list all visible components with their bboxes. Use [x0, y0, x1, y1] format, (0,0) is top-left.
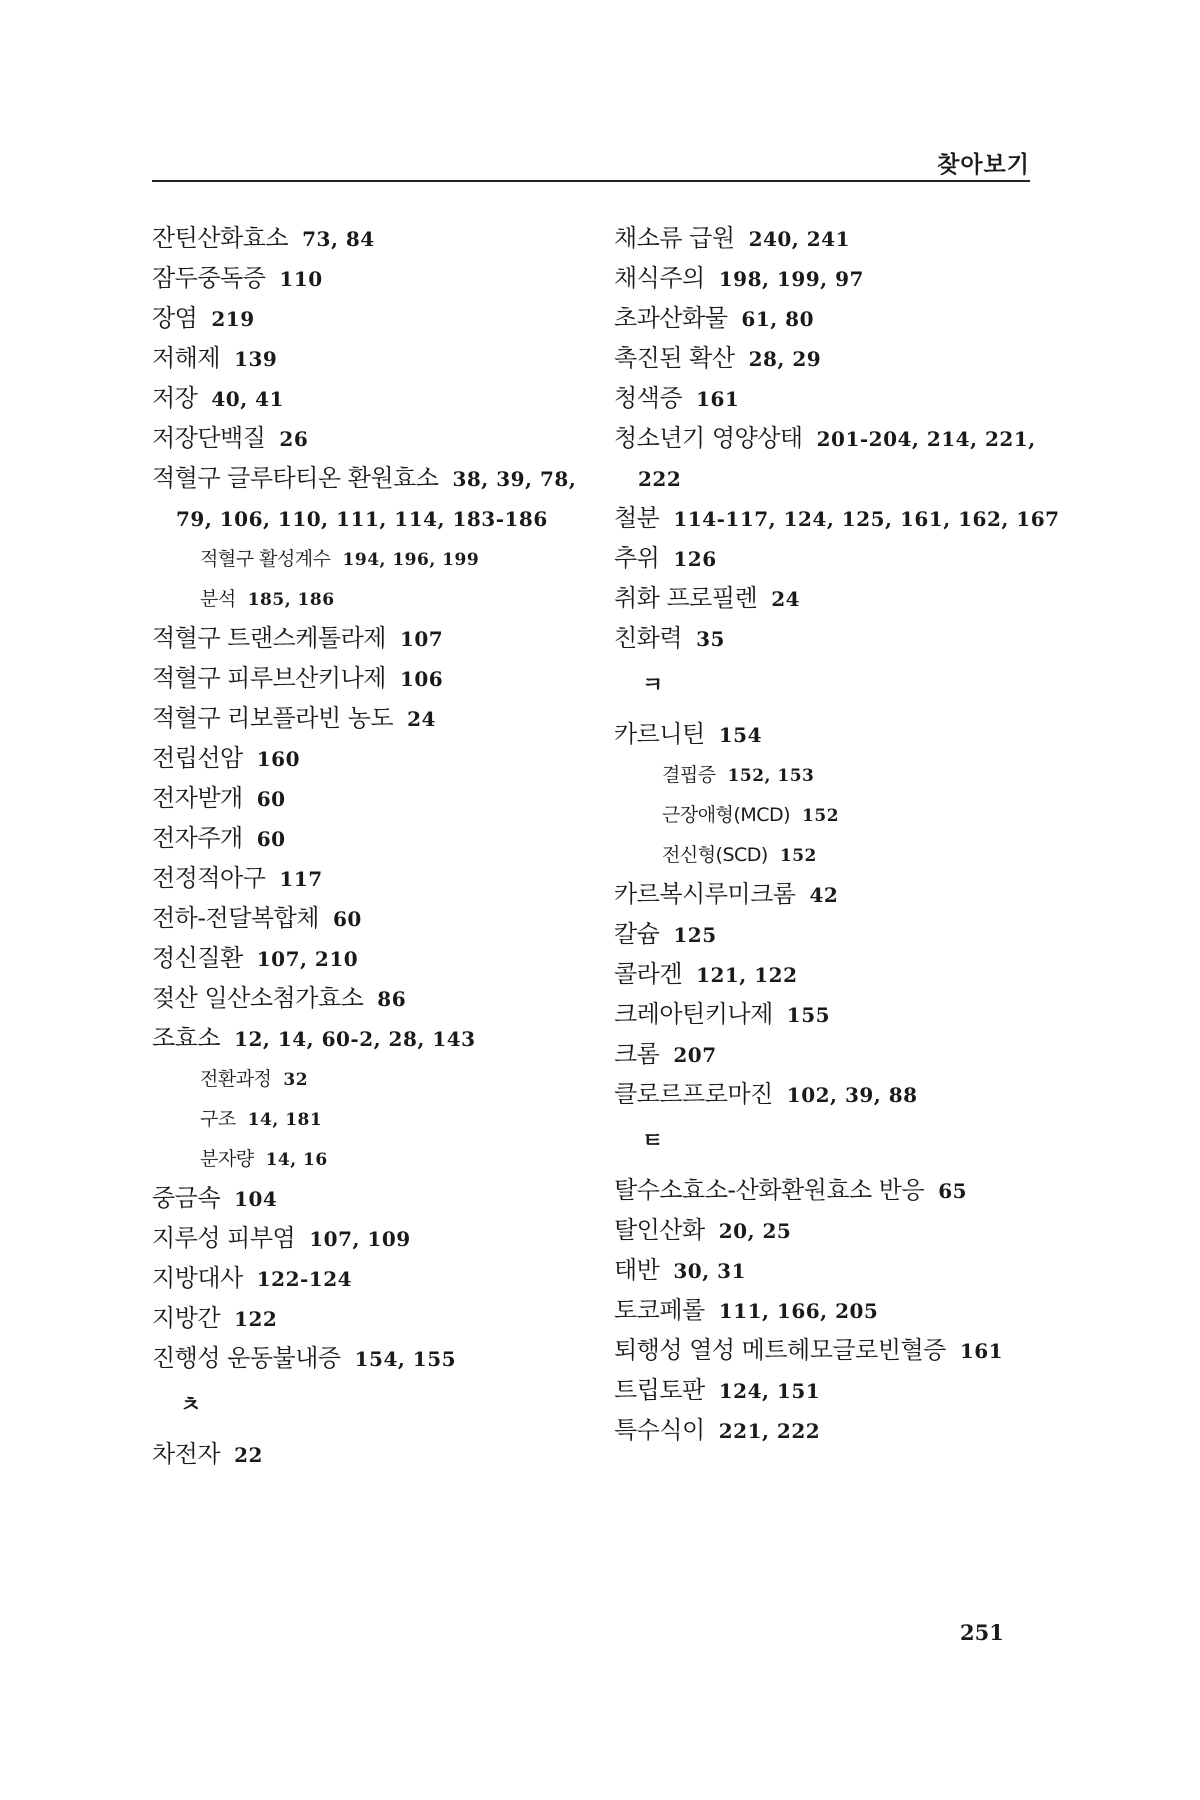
- index-term: 전하-전달복합체: [152, 904, 319, 932]
- index-term: 장염: [152, 304, 198, 332]
- index-entry: [614, 298, 1054, 338]
- index-pages: 152, 153: [727, 766, 815, 786]
- index-subentry: [614, 754, 1054, 794]
- index-pages: 185, 186: [247, 590, 335, 610]
- index-term: 전신형(SCD): [662, 844, 768, 866]
- index-pages: 73, 84: [302, 227, 375, 251]
- index-subentry: [152, 1138, 592, 1178]
- index-pages: 124, 151: [718, 1379, 821, 1403]
- index-pages: 79, 106, 110, 111, 114, 183-186: [176, 507, 548, 531]
- index-term: 적혈구 리보플라빈 농도: [152, 704, 394, 732]
- index-entry: [152, 378, 592, 418]
- index-term: 결핍증: [662, 764, 716, 786]
- index-pages: 107: [399, 627, 444, 651]
- index-term: 구조: [200, 1108, 236, 1130]
- index-entry: [614, 378, 1054, 418]
- index-pages: 40, 41: [211, 387, 284, 411]
- index-subentry: [614, 834, 1054, 874]
- index-entry: [614, 874, 1054, 914]
- index-term: 젖산 일산소첨가효소: [152, 984, 364, 1012]
- index-term: 차전자: [152, 1440, 221, 1468]
- index-pages: 152: [802, 806, 840, 826]
- index-term: 분석: [200, 588, 236, 610]
- index-term: 저해제: [152, 344, 221, 372]
- index-entry: [614, 578, 1054, 618]
- index-term: 전립선암: [152, 744, 243, 772]
- index-pages: 114-117, 124, 125, 161, 162, 167: [673, 507, 1060, 531]
- index-entry: [152, 458, 592, 498]
- index-term: 태반: [614, 1256, 660, 1284]
- index-term: 잠두중독증: [152, 264, 266, 292]
- page-header: [152, 142, 1030, 182]
- index-entry: [614, 618, 1054, 658]
- index-pages: 198, 199, 97: [718, 267, 864, 291]
- index-entry: [152, 1434, 592, 1474]
- index-pages: 161: [696, 387, 740, 411]
- index-entry: [152, 1218, 592, 1258]
- index-pages: 121, 122: [696, 963, 798, 987]
- index-entry: [152, 298, 592, 338]
- index-term: 트립토판: [614, 1376, 705, 1404]
- index-pages: 86: [377, 987, 407, 1011]
- index-term: 친화력: [614, 624, 683, 652]
- index-entry: [152, 1298, 592, 1338]
- index-term: 추위: [614, 544, 660, 572]
- index-pages: 221, 222: [718, 1419, 821, 1443]
- index-entry: [614, 1290, 1054, 1330]
- index-term: 지방대사: [152, 1264, 243, 1292]
- index-entry: [152, 1338, 592, 1378]
- index-column-right: [614, 218, 1060, 1450]
- index-entry: [152, 978, 592, 1018]
- index-term: 조효소: [152, 1024, 221, 1052]
- index-pages: 201-204, 214, 221,: [816, 427, 1036, 451]
- index-subentry: [152, 1098, 592, 1138]
- index-term: 특수식이: [614, 1416, 705, 1444]
- index-entry: [614, 1210, 1054, 1250]
- index-pages: 24: [771, 587, 801, 611]
- index-entry: [614, 1074, 1054, 1114]
- index-pages: 14, 16: [265, 1150, 328, 1170]
- index-term: 분자량: [200, 1148, 254, 1170]
- index-term: 진행성 운동불내증: [152, 1344, 341, 1372]
- index-subentry: [152, 1058, 592, 1098]
- index-entry: [152, 338, 592, 378]
- index-term: 전정적아구: [152, 864, 266, 892]
- index-pages: 65: [938, 1179, 968, 1203]
- index-entry: [152, 418, 592, 458]
- index-term: 철분: [614, 504, 660, 532]
- index-pages: 60: [332, 907, 362, 931]
- index-term: 퇴행성 열성 메트헤모글로빈혈증: [614, 1336, 946, 1364]
- index-entry: [152, 858, 592, 898]
- index-pages: 154, 155: [354, 1347, 457, 1371]
- index-term: 저장: [152, 384, 198, 412]
- index-pages: 126: [673, 547, 717, 571]
- index-pages: 104: [234, 1187, 278, 1211]
- index-subentry: [614, 794, 1054, 834]
- index-column-left: [152, 218, 592, 1474]
- index-pages: 35: [696, 627, 725, 651]
- index-entry: [614, 1034, 1054, 1074]
- index-term: 적혈구 트랜스케톨라제: [152, 624, 386, 652]
- index-pages: 106: [399, 667, 444, 691]
- index-term: 채식주의: [614, 264, 705, 292]
- index-entry: [152, 1178, 592, 1218]
- index-entry: [152, 778, 592, 818]
- index-pages: 161: [959, 1339, 1004, 1363]
- index-entry: [152, 618, 592, 658]
- index-term: 청색증: [614, 384, 683, 412]
- index-term: 근장애형(MCD): [662, 804, 791, 826]
- index-entry: [152, 1258, 592, 1298]
- index-entry: [614, 418, 1054, 458]
- index-entry: [614, 994, 1054, 1034]
- index-pages: 160: [256, 747, 300, 771]
- index-pages: 12, 14, 60-2, 28, 143: [234, 1027, 476, 1051]
- index-subentry: [152, 538, 592, 578]
- index-term: 지방간: [152, 1304, 221, 1332]
- index-entry: [614, 1250, 1054, 1290]
- index-term: 적혈구 활성계수: [200, 548, 331, 570]
- index-entry: [614, 538, 1054, 578]
- index-term: 잔틴산화효소: [152, 224, 289, 252]
- index-term: 채소류 급원: [614, 224, 735, 252]
- index-term: 취화 프로필렌: [614, 584, 758, 612]
- index-entry: [152, 658, 592, 698]
- index-pages: 38, 39, 78,: [452, 467, 577, 491]
- index-term: 적혈구 피루브산키나제: [152, 664, 386, 692]
- index-term: 탈수소효소-산화환원효소 반응: [614, 1176, 925, 1204]
- index-pages: 32: [283, 1070, 309, 1090]
- page-number: 251: [960, 1620, 1004, 1645]
- index-term: 클로르프로마진: [614, 1080, 773, 1108]
- index-term: 카르니틴: [614, 720, 705, 748]
- index-pages: 125: [673, 923, 717, 947]
- index-entry: [152, 258, 592, 298]
- index-pages: 122-124: [256, 1267, 353, 1291]
- index-pages: 28, 29: [748, 347, 822, 371]
- index-pages: 20, 25: [718, 1219, 792, 1243]
- index-entry: [614, 1410, 1054, 1450]
- index-entry: [614, 714, 1054, 754]
- section-letter: ㅌ: [642, 1129, 664, 1154]
- index-entry: [152, 698, 592, 738]
- index-pages: 111, 166, 205: [718, 1299, 879, 1323]
- index-term: 전환과정: [200, 1068, 272, 1090]
- index-term: 크롬: [614, 1040, 660, 1068]
- index-term: 전자받개: [152, 784, 243, 812]
- index-term: 카르복시루미크롬: [614, 880, 796, 908]
- index-pages: 219: [211, 307, 255, 331]
- index-entry: [614, 218, 1054, 258]
- index-pages: 102, 39, 88: [786, 1083, 918, 1107]
- index-term: 전자주개: [152, 824, 243, 852]
- index-pages: 110: [279, 267, 323, 291]
- index-pages: 194, 196, 199: [342, 550, 480, 570]
- index-term: 초과산화물: [614, 304, 728, 332]
- header-title: 찾아보기: [937, 152, 1030, 178]
- section-letter: ㅊ: [180, 1393, 202, 1418]
- index-term: 토코페롤: [614, 1296, 705, 1324]
- index-pages: 42: [809, 883, 839, 907]
- index-term: 청소년기 영양상태: [614, 424, 803, 452]
- index-entry-continuation: [152, 498, 592, 538]
- index-pages: 26: [279, 427, 309, 451]
- index-pages: 22: [234, 1443, 263, 1467]
- index-entry: [152, 938, 592, 978]
- index-entry: [614, 914, 1054, 954]
- index-term: 정신질환: [152, 944, 243, 972]
- index-pages: 122: [234, 1307, 278, 1331]
- index-pages: 155: [786, 1003, 831, 1027]
- index-entry-continuation: [614, 458, 1054, 498]
- index-pages: 24: [407, 707, 436, 731]
- index-entry: [614, 498, 1060, 538]
- index-term: 적혈구 글루타티온 환원효소: [152, 464, 439, 492]
- index-term: 중금속: [152, 1184, 221, 1212]
- index-pages: 107, 210: [256, 947, 359, 971]
- index-term: 촉진된 확산: [614, 344, 735, 372]
- index-entry: [152, 218, 592, 258]
- index-pages: 154: [718, 723, 762, 747]
- index-term: 지루성 피부염: [152, 1224, 296, 1252]
- index-pages: 60: [256, 827, 286, 851]
- index-entry: [614, 1330, 1054, 1370]
- index-term: 크레아틴키나제: [614, 1000, 773, 1028]
- index-term: 콜라겐: [614, 960, 683, 988]
- index-pages: 14, 181: [247, 1110, 323, 1130]
- index-pages: 207: [673, 1043, 717, 1067]
- index-pages: 222: [638, 467, 682, 491]
- index-entry: [614, 258, 1054, 298]
- index-pages: 152: [779, 846, 817, 866]
- section-letter: ㅋ: [642, 673, 664, 698]
- index-entry: [614, 1370, 1054, 1410]
- index-entry: [152, 1018, 592, 1058]
- index-entry: [152, 738, 592, 778]
- index-entry: [614, 1170, 1054, 1210]
- index-term: 탈인산화: [614, 1216, 705, 1244]
- index-pages: 240, 241: [748, 227, 850, 251]
- index-pages: 107, 109: [309, 1227, 411, 1251]
- index-entry: [614, 338, 1054, 378]
- index-pages: 117: [279, 867, 323, 891]
- index-term: 저장단백질: [152, 424, 266, 452]
- index-pages: 60: [256, 787, 286, 811]
- index-term: 칼슘: [614, 920, 660, 948]
- index-pages: 30, 31: [673, 1259, 746, 1283]
- index-subentry: [152, 578, 592, 618]
- index-entry: [152, 818, 592, 858]
- index-pages: 139: [234, 347, 278, 371]
- index-pages: 61, 80: [741, 307, 815, 331]
- index-entry: [152, 898, 592, 938]
- index-entry: [614, 954, 1054, 994]
